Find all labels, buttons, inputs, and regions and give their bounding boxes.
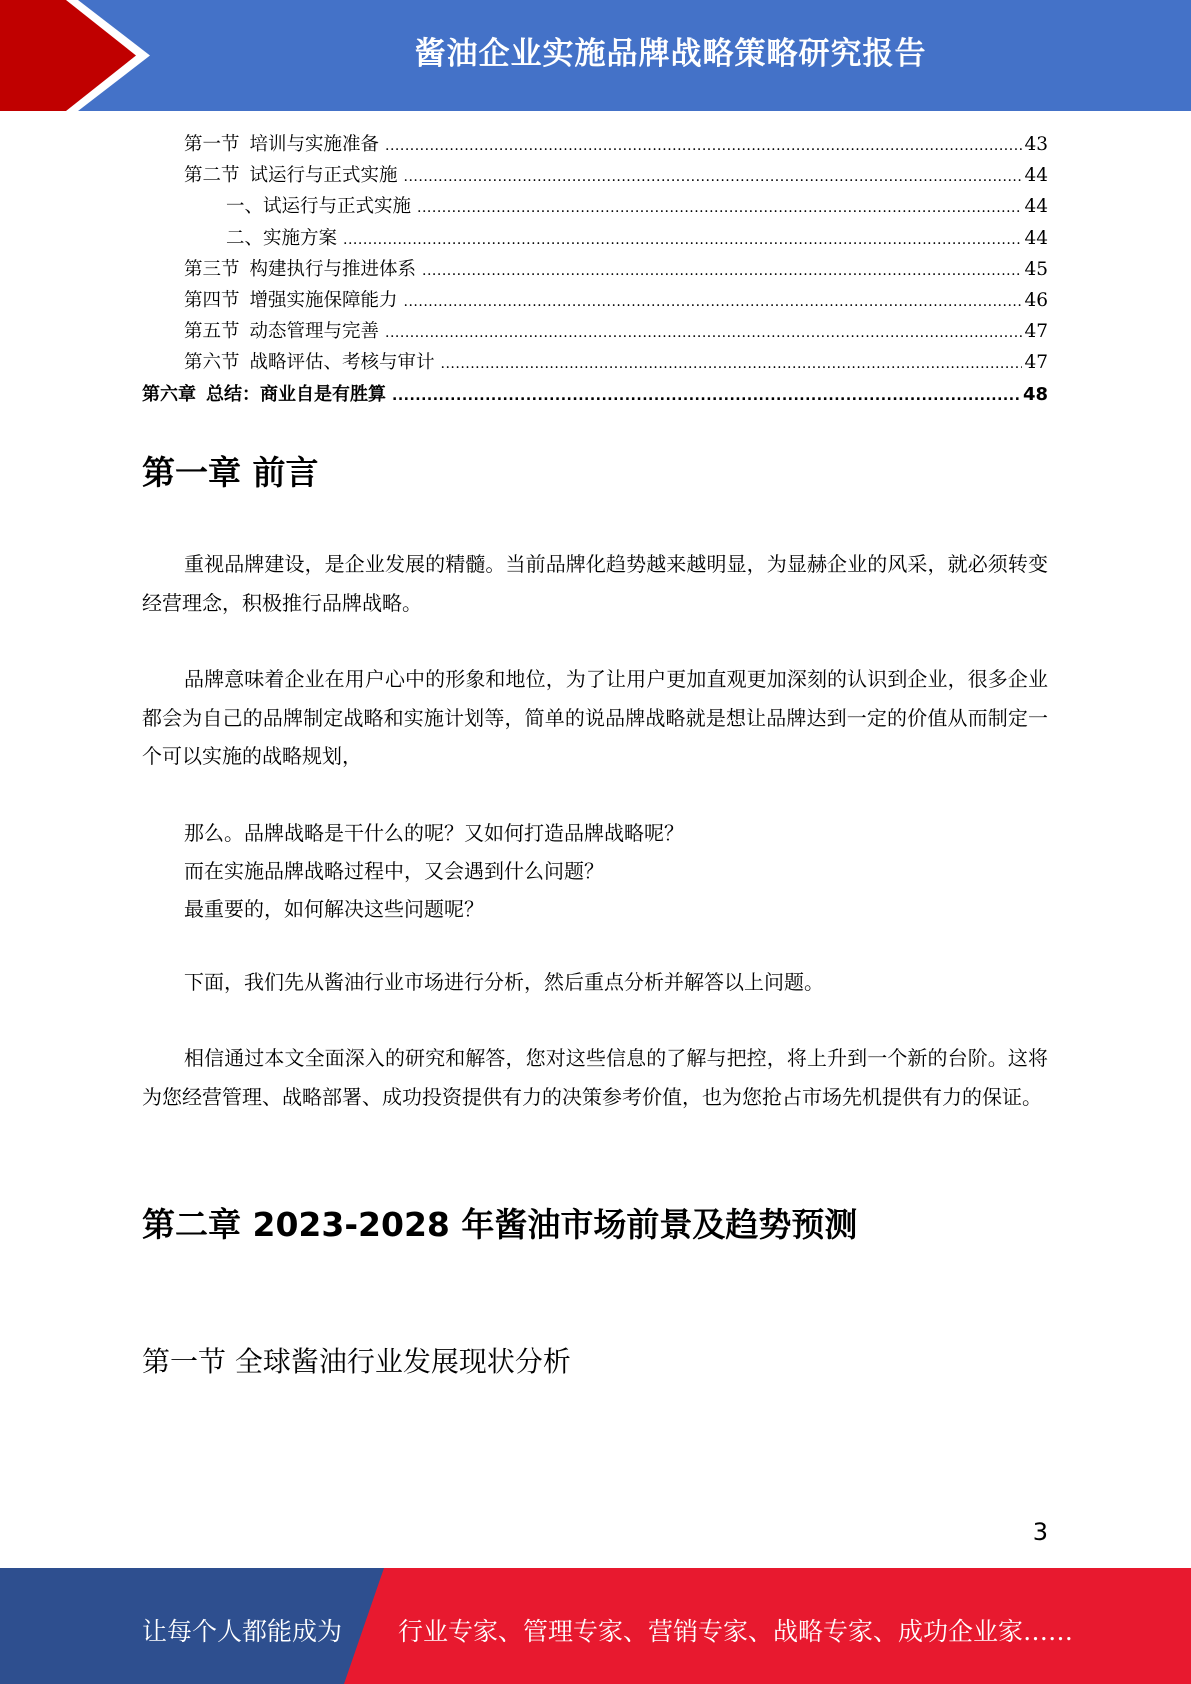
toc-entry-number: 第六章 xyxy=(142,383,196,405)
report-title: 酱油企业实施品牌战略策略研究报告 xyxy=(414,36,927,72)
toc-entry[interactable] xyxy=(142,347,1048,378)
toc-entry[interactable] xyxy=(142,285,1048,316)
toc-entry-title: 二、实施方案 xyxy=(226,227,338,249)
toc-entry-title: 战略评估、考核与审计 xyxy=(249,352,435,374)
section-heading: 第一节 全球酱油行业发展现状分析 xyxy=(142,1345,571,1378)
toc-entry-page: 46 xyxy=(1024,289,1048,311)
toc-entry[interactable] xyxy=(142,129,1048,160)
toc-entry-page: 45 xyxy=(1024,258,1048,280)
paragraph: 品牌意味着企业在用户心中的形象和地位，为了让用户更加直观更加深刻的认识到企业，很多企业都会为自己的品牌制定战略和实施计划等，简单的说品牌战略就是想让品牌达到一定的价值从而制定一个可以实施的战略规划， xyxy=(142,667,1048,768)
chapter-1-heading: 第一章 前言 xyxy=(142,453,319,492)
footer-slogan-right: 行业专家、管理专家、营销专家、战略专家、成功企业家…… xyxy=(398,1617,1074,1646)
toc-entry-number: 第一节 xyxy=(184,134,240,155)
toc-entry-number: 第三节 xyxy=(184,258,240,280)
toc-entry-page: 48 xyxy=(1022,383,1048,405)
page-header xyxy=(0,0,1191,111)
toc-entry-title: 构建执行与推进体系 xyxy=(249,258,417,280)
toc-entry-number: 第二节 xyxy=(184,165,240,187)
question-line: 那么。品牌战略是干什么的呢？又如何打造品牌战略呢？ xyxy=(184,821,684,845)
toc-leader-dots xyxy=(417,193,1022,224)
toc-leader-dots xyxy=(385,131,1022,162)
toc-entry-title: 试运行与正式实施 xyxy=(249,165,398,187)
toc-entry[interactable] xyxy=(142,223,1048,254)
toc-entry-page: 44 xyxy=(1024,196,1048,218)
page-number: 3 xyxy=(1032,1518,1048,1546)
toc-entry[interactable] xyxy=(142,160,1048,191)
toc-entry-number: 第六节 xyxy=(184,352,240,374)
toc-entry-number: 第五节 xyxy=(184,321,240,343)
toc-entry-title: 增强实施保障能力 xyxy=(249,289,398,311)
question-line: 最重要的，如何解决这些问题呢？ xyxy=(184,897,484,921)
toc-entry-page: 43 xyxy=(1024,134,1048,155)
toc-entry[interactable] xyxy=(142,316,1048,347)
toc-entry-page: 47 xyxy=(1024,352,1048,374)
red-chevron-decoration xyxy=(0,0,160,111)
toc-leader-dots xyxy=(385,318,1022,349)
toc-entry-title: 总结：商业自是有胜算 xyxy=(206,383,386,405)
question-line: 而在实施品牌战略过程中，又会遇到什么问题？ xyxy=(184,859,604,883)
toc-chapter-entry[interactable] xyxy=(142,379,1048,410)
page-footer xyxy=(0,1568,1191,1684)
toc-entry-page: 44 xyxy=(1024,165,1048,187)
toc-entry-page: 44 xyxy=(1024,227,1048,249)
table-of-contents xyxy=(142,129,1048,410)
paragraph: 下面，我们先从酱油行业市场进行分析，然后重点分析并解答以上问题。 xyxy=(184,970,824,994)
chapter-2-heading: 第二章 2023-2028 年酱油市场前景及趋势预测 xyxy=(142,1205,858,1244)
toc-leader-dots xyxy=(422,256,1022,287)
toc-entry-title: 培训与实施准备 xyxy=(249,134,380,155)
toc-entry[interactable] xyxy=(142,191,1048,222)
toc-entry-title: 动态管理与完善 xyxy=(249,321,380,343)
toc-leader-dots xyxy=(392,381,1021,412)
toc-entry-page: 47 xyxy=(1024,321,1048,343)
toc-leader-dots xyxy=(404,287,1023,318)
paragraph: 相信通过本文全面深入的研究和解答，您对这些信息的了解与把控，将上升到一个新的台阶。这将为您经营管理、战略部署、成功投资提供有力的决策参考价值，也为您抢占市场先机提供有力的保证。 xyxy=(142,1046,1048,1109)
toc-entry[interactable] xyxy=(142,254,1048,285)
paragraph: 重视品牌建设，是企业发展的精髓。当前品牌化趋势越来越明显，为显赫企业的风采，就必须转变经营理念，积极推行品牌战略。 xyxy=(142,552,1048,615)
toc-entry-title: 一、试运行与正式实施 xyxy=(226,196,412,218)
toc-leader-dots xyxy=(343,225,1022,256)
toc-leader-dots xyxy=(404,162,1023,193)
toc-entry-number: 第四节 xyxy=(184,289,240,311)
toc-leader-dots xyxy=(441,349,1023,380)
footer-slogan-left: 让每个人都能成为 xyxy=(142,1617,343,1646)
